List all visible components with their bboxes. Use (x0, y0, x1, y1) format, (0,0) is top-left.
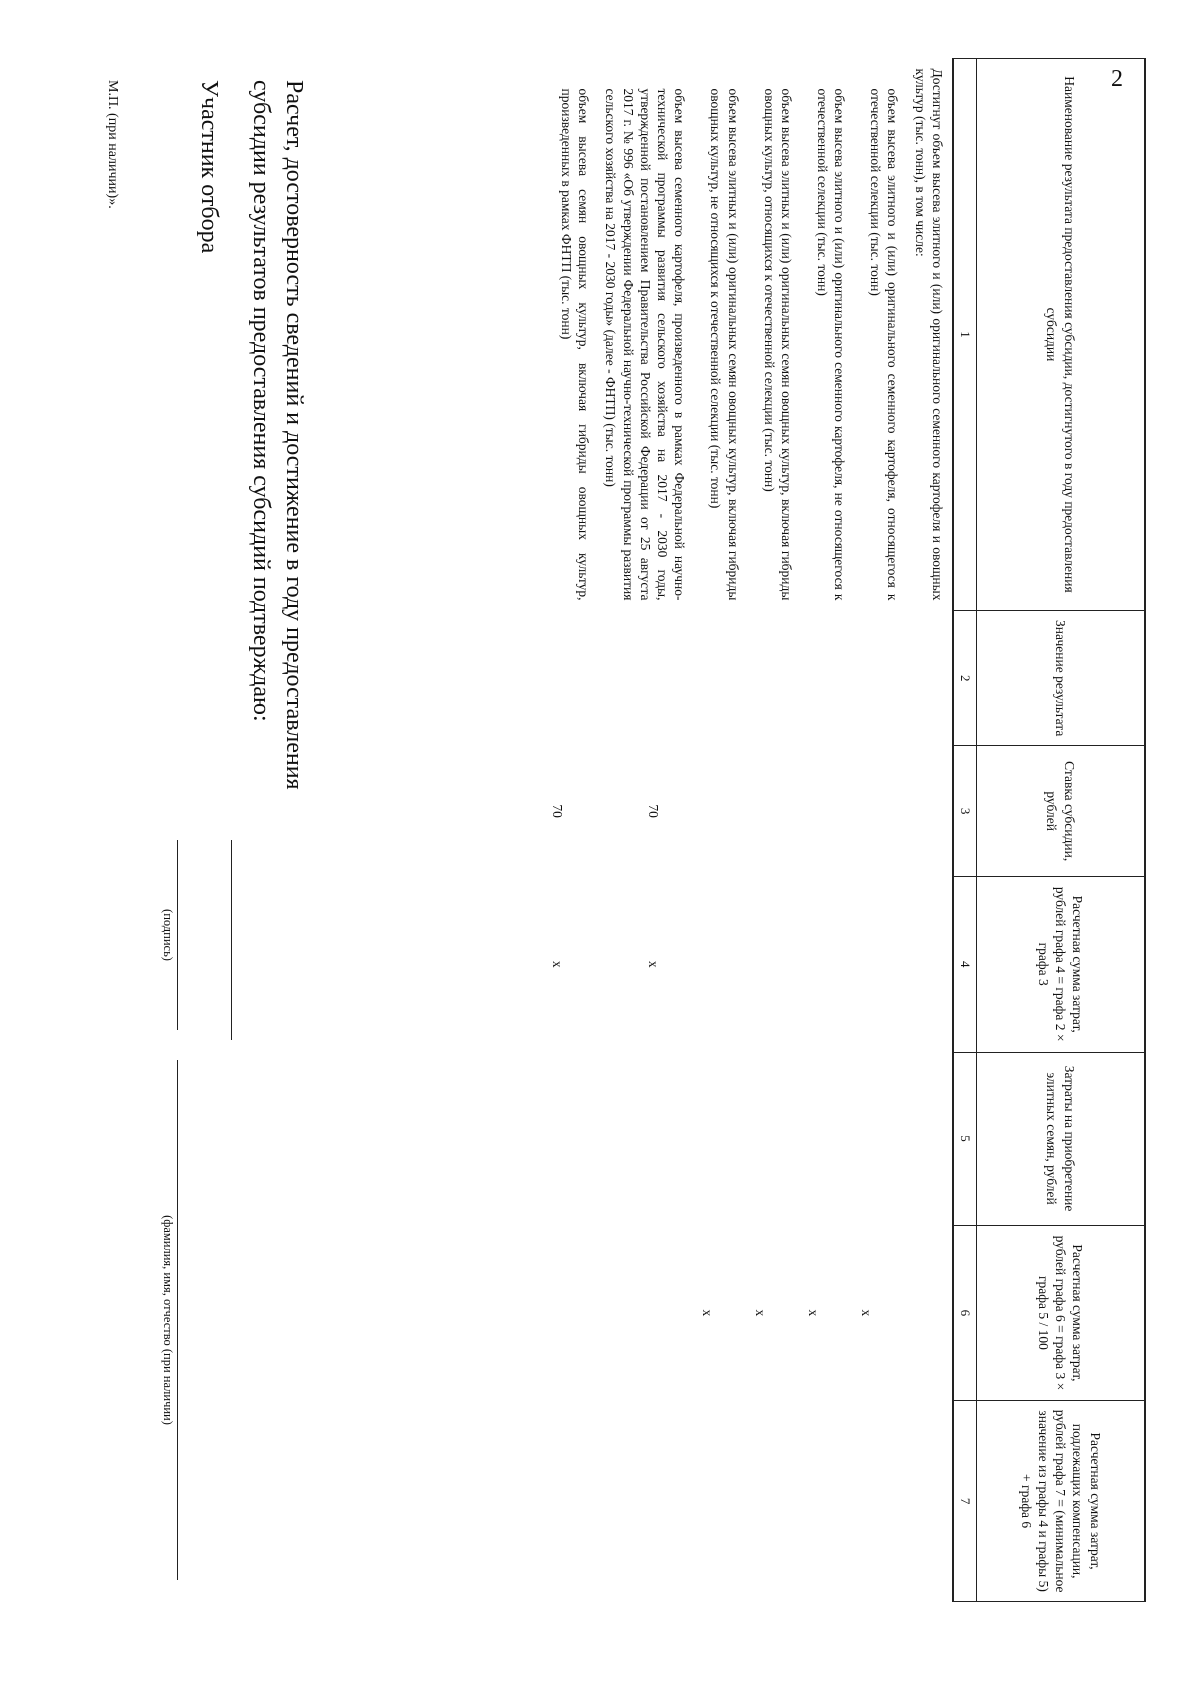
confirmation-heading (244, 80, 310, 790)
seed-costs (698, 1052, 751, 1225)
result-name: объем высева элитного и (или) оригинального семенного картофеля, относящегося к отечественной селекции (тыс. тонн) (868, 88, 901, 601)
calc-sum-col4 (858, 876, 911, 1052)
compensation-sum (911, 1401, 953, 1602)
result-value (698, 610, 751, 745)
confirmation-heading-line: Расчет, достоверность сведений и достижение в году предоставления (281, 80, 307, 790)
subsidy-rate (858, 746, 911, 876)
table-row (858, 59, 911, 1602)
subsidy-rate (805, 746, 858, 876)
calc-sum-col6 (602, 1225, 698, 1401)
calc-sum-col6: x (752, 1309, 768, 1317)
fullname-line (177, 1060, 178, 1580)
header-col-7: Расчетная сумма затрат, подлежащих компенсации, рублей графа 7 = (минимальное значение из графы 4 и графы 5) + графа 6 (977, 1401, 1146, 1602)
compensation-sum (752, 1401, 805, 1602)
extra-line (231, 840, 232, 1040)
result-name: объем высева семян овощных культур, включая гибриды овощных культур, произведенных в рамках ФНТП (тыс. тонн) (558, 88, 592, 601)
result-name: объем высева элитных и (или) оригинальных семян овощных культур, включая гибриды овощных культур, не относящихся к отечественной селекции (тыс. тонн) (708, 88, 741, 601)
table-row (542, 59, 603, 1602)
column-number-row (953, 59, 977, 1602)
calc-sum-col4: x (550, 960, 566, 968)
subsidy-rate (698, 746, 751, 876)
participant-label: Участник отбора (196, 80, 222, 254)
result-value (542, 610, 603, 745)
header-col-5: Затраты на приобретение элитных семян, рублей (977, 1052, 1146, 1225)
signature-line (177, 840, 178, 1030)
seed-costs (602, 1052, 698, 1225)
column-number: 2 (953, 610, 977, 745)
result-name: объем высева элитного и (или) оригинального семенного картофеля, не относящегося к отечественной селекции (тыс. тонн) (814, 88, 848, 601)
table-row (911, 59, 953, 1602)
confirmation-heading-line: субсидии результатов предоставления субсидий подтверждаю: (247, 80, 274, 722)
seed-costs (752, 1052, 805, 1225)
compensation-sum (805, 1401, 858, 1602)
calc-sum-col6: x (699, 1309, 715, 1317)
compensation-sum (602, 1401, 698, 1602)
result-value (911, 610, 953, 745)
result-value (752, 610, 805, 745)
header-col-4: Расчетная сумма затрат, рублей графа 4 = графа 2 × графа 3 (977, 876, 1146, 1052)
subsidy-rate: 70 (646, 804, 662, 818)
header-col-6: Расчетная сумма затрат, рублей графа 6 = графа 3 × графа 5 / 100 (977, 1225, 1146, 1401)
table-row (602, 59, 698, 1602)
column-number: 3 (953, 746, 977, 876)
header-col-3: Ставка субсидии, рублей (977, 746, 1146, 876)
table-row (752, 59, 805, 1602)
seed-costs (542, 1052, 603, 1225)
column-number: 5 (953, 1052, 977, 1225)
calc-sum-col4: x (646, 960, 662, 968)
subsidy-rate (911, 746, 953, 876)
header-col-1: Наименование результата предоставления субсидии, достигнутого в году предоставления субсидии (977, 59, 1146, 611)
calc-sum-col6 (542, 1225, 603, 1401)
seed-costs (911, 1052, 953, 1225)
subsidy-rate (752, 746, 805, 876)
seed-costs (805, 1052, 858, 1225)
table-row (805, 59, 858, 1602)
column-number: 7 (953, 1401, 977, 1602)
calc-sum-col4 (752, 876, 805, 1052)
header-col-2: Значение результата (977, 610, 1146, 745)
column-number: 1 (953, 59, 977, 611)
page-number: 2 (1111, 66, 1123, 92)
compensation-sum (858, 1401, 911, 1602)
column-number: 4 (953, 876, 977, 1052)
table-row (698, 59, 751, 1602)
result-value (602, 610, 698, 745)
compensation-sum (698, 1401, 751, 1602)
result-name: Достигнут объем высева элитного и (или) оригинального семенного картофеля и овощных культур (тыс. тонн), в том числе: (912, 68, 945, 601)
calc-sum-col6: x (806, 1309, 822, 1317)
calc-sum-col4 (805, 876, 858, 1052)
result-value (858, 610, 911, 745)
compensation-sum (542, 1401, 603, 1602)
result-value (805, 610, 858, 745)
table-header-row (977, 59, 1146, 1602)
rotated-page (60, 20, 1160, 1670)
calc-sum-col4 (698, 876, 751, 1052)
calc-sum-col6 (911, 1225, 953, 1401)
calc-sum-col6: x (859, 1309, 875, 1317)
result-name: объем высева элитных и (или) оригинальных семян овощных культур, включая гибриды овощных культур, относящихся к отечественной селекции (тыс. тонн) (761, 88, 794, 601)
calc-sum-col4 (911, 876, 953, 1052)
signature-caption: (подпись) (161, 909, 175, 961)
fullname-caption: (фамилия, имя, отчество (при наличии) (161, 1215, 175, 1425)
subsidy-rate: 70 (550, 804, 566, 818)
seed-costs (858, 1052, 911, 1225)
column-number: 6 (953, 1225, 977, 1401)
result-name: объем высева семенного картофеля, произведенного в рамках Федеральной научно-технической программы развития сельского хозяйства на 2017 - 2030 годы, утвержденной постановлением Правительства Российской Федерации от 25 августа 2017 г. № 996 «Об утверждении Федеральной научно-технической программы развития сельского хозяйства на 2017 - 2030 годы» (далее - ФНТП) (тыс. тонн) (603, 88, 688, 601)
stamp-note: М.П. (при наличии)». (105, 80, 120, 209)
results-table (542, 58, 1146, 1602)
